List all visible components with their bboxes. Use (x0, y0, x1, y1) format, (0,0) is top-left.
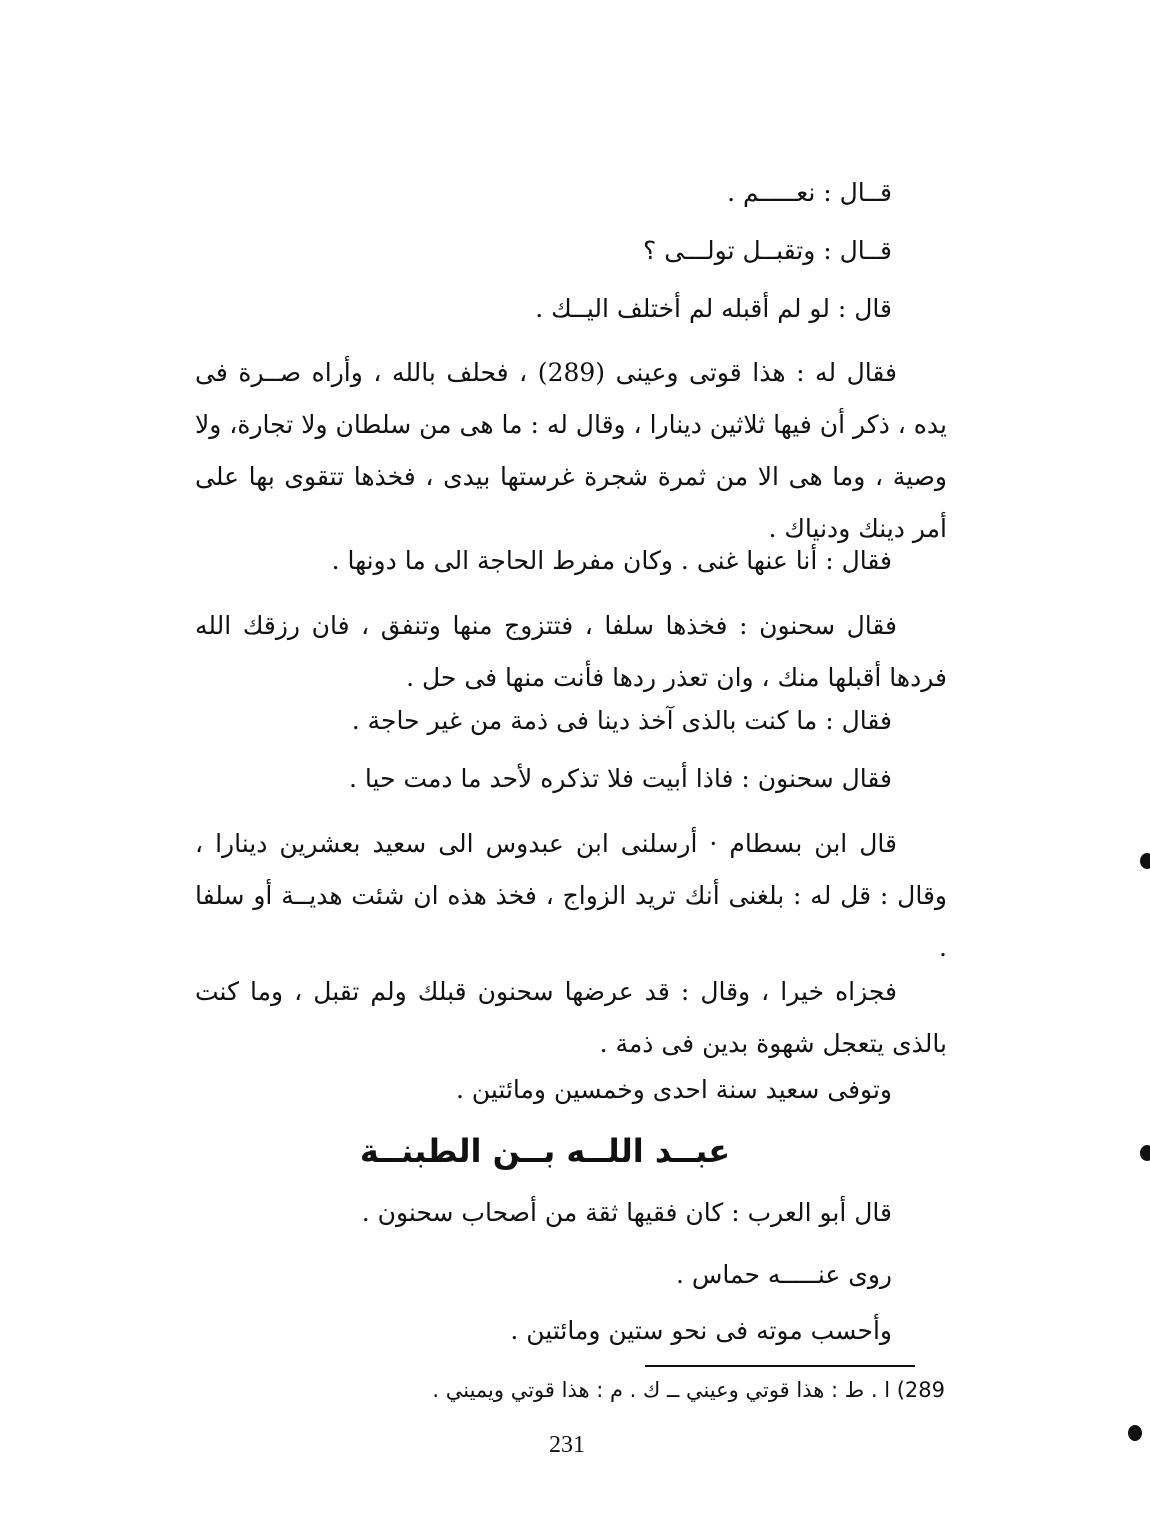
paragraph-refusal: فقال : أنا عنها غنى . وكان مفرط الحاجة الى ما دونها . (331, 546, 892, 575)
punch-hole-mark (1140, 1145, 1150, 1161)
paragraph-gift-offer: فقال له : هذا قوتى وعينى (289) ، فحلف بالله ، وأراه صــرة فى يده ، ذكر أن فيها ثلاثين دينارا ، وقال له : ما هى من سلطان ولا تجارة، ولا وصية ، وما هى الا من ثمرة شجرة غرستها بيدى ، فخذها تتقوى بها على أمر دينك ودنياك . (195, 358, 947, 543)
section-line-2: روى عنـــــه حماس . (675, 1260, 892, 1289)
section-line-3: وأحسب موته فى نحو ستين ومائتين . (510, 1316, 892, 1345)
paragraph-thanks: فجزاه خيرا ، وقال : قد عرضها سحنون قبلك ولم تقبل ، وما كنت بالذى يتعجل شهوة بدين فى ذمة . (195, 977, 947, 1058)
page-number-text: 231 (549, 1432, 585, 1458)
footnote: 289) ا . ط : هذا قوتي وعيني ــ ك . م : هذا قوتي ويميني . (432, 1378, 945, 1402)
punch-hole-mark (1128, 1425, 1142, 1441)
paragraph-sahnun-loan: فقال سحنون : فخذها سلفا ، فتتزوج منها وتنفق ، فان رزقك الله فردها أقبلها منك ، وان تعذر ردها فأنت منها فى حل . (195, 611, 947, 692)
dialogue-line-2: قــال : وتقبــل تولـــى ؟ (643, 236, 892, 265)
punch-hole-mark (1140, 853, 1150, 869)
section-line-1: قال أبو العرب : كان فقيها ثقة من أصحاب سحنون . (361, 1198, 892, 1227)
paragraph-ibn-bistam: قال ابن بسطام · أرسلنى ابن عبدوس الى سعيد بعشرين دينارا ، وقال : قل له : بلغنى أنك تريد الزواج ، فخذ هذه ان شئت هديــة أو سلفا . (195, 829, 947, 962)
dialogue-line-3: قال : لو لم أقبله لم أختلف اليــك . (535, 294, 892, 323)
paragraph-no-debt: فقال : ما كنت بالذى آخذ دينا فى ذمة من غير حاجة . (351, 706, 892, 735)
section-heading (0, 1132, 1150, 1170)
section-heading-text: عبــد اللــه بــن الطبنــة (359, 1132, 731, 1170)
paragraph-death: وتوفى سعيد سنة احدى وخمسين ومائتين . (455, 1075, 892, 1104)
footnote-divider (645, 1365, 915, 1367)
page-number (0, 1432, 1150, 1459)
paragraph-keep-secret: فقال سحنون : فاذا أبيت فلا تذكره لأحد ما دمت حيا . (349, 764, 892, 793)
dialogue-line-1: قــال : نعـــــم . (727, 178, 892, 207)
